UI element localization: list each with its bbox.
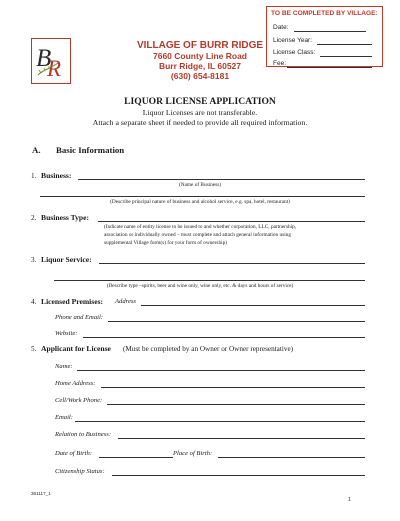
liquor-service-number: 3. [31, 256, 37, 264]
business-type-hint-2: association or individually owned – must complete and attach general information using [104, 232, 291, 238]
business-description-hint: (Describe principal nature of business and alcohol service, e.g. spa, hotel, restaurant) [110, 199, 290, 205]
liquor-service-hint: (Describe type –spirits, beer and wine only, wine only, etc. & days and hours of service) [106, 283, 294, 289]
liquor-service-line[interactable] [99, 263, 365, 264]
village-name: VILLAGE OF BURR RIDGE [136, 40, 264, 51]
business-type-label: Business Type: [41, 213, 90, 222]
liquor-service-label: Liquor Service: [41, 255, 92, 264]
applicant-cell-phone-label: Cell/Work Phone: [55, 397, 103, 404]
business-type-hint-1: (Indicate name of entity license to be issued to and whether corporation, LLC, partnership, [104, 224, 297, 230]
village-box-heading: TO BE COMPLETED BY VILLAGE: [271, 10, 378, 17]
applicant-relation-label: Relation to Business: [55, 431, 112, 438]
premises-label: Licensed Premises: [41, 297, 104, 306]
premises-website-line[interactable] [83, 337, 365, 338]
svg-text:B: B [36, 45, 52, 72]
village-fee-label: Fee: [273, 60, 287, 67]
business-description-line[interactable] [40, 196, 365, 197]
page-number: 1 [348, 497, 351, 503]
business-name-line[interactable] [78, 179, 365, 180]
applicant-label: Applicant for License [41, 344, 111, 353]
applicant-cell-phone-line[interactable] [107, 404, 365, 405]
applicant-number: 5. [31, 345, 37, 353]
applicant-name-line[interactable] [77, 370, 365, 371]
premises-website-label: Website: [55, 330, 78, 337]
applicant-name-label: Name: [55, 363, 73, 370]
applicant-citizenship-line[interactable] [112, 475, 365, 476]
village-date-line[interactable] [294, 31, 366, 32]
applicant-note: (Must be completed by an Owner or Owner representative) [123, 345, 294, 353]
business-type-hint-3: supplemental Village form(s) for your form of ownership) [104, 240, 227, 246]
business-label: Business: [41, 171, 72, 180]
section-title: Basic Information [56, 145, 125, 155]
business-number: 1. [31, 172, 37, 180]
applicant-dob-line[interactable] [99, 457, 173, 458]
applicant-citizenship-label: Citizenship Status: [55, 468, 105, 475]
applicant-email-label: Email: [55, 414, 73, 421]
premises-number: 4. [31, 298, 37, 306]
premises-phone-email-line[interactable] [108, 321, 365, 322]
applicant-pob-line[interactable] [218, 457, 365, 458]
page-title: LIQUOR LICENSE APPLICATION [124, 96, 276, 107]
village-phone: (630) 654-8181 [170, 71, 230, 81]
business-type-line[interactable] [98, 221, 365, 222]
village-date-label: Date: [273, 24, 289, 31]
liquor-service-line-2[interactable] [54, 280, 365, 281]
premises-phone-email-label: Phone and Email: [55, 314, 103, 321]
applicant-email-line[interactable] [75, 421, 365, 422]
subtitle-not-transferable: Liquor Licenses are not transferable. [142, 108, 258, 117]
form-code: 361117_1 [31, 491, 51, 496]
premises-address-label: Address [115, 298, 137, 305]
section-letter: A. [32, 145, 41, 155]
applicant-pob-label: Place of Birth: [173, 450, 213, 457]
business-type-number: 2. [31, 214, 37, 222]
subtitle-attach-sheet: Attach a separate sheet if needed to provide all required information. [92, 118, 308, 127]
village-street: 7660 County Line Road [153, 51, 247, 61]
village-license-year-label: License Year: [273, 37, 313, 44]
applicant-home-address-label: Home Address: [55, 380, 96, 387]
applicant-relation-line[interactable] [118, 438, 365, 439]
village-city: Burr Ridge, IL 60527 [158, 61, 242, 71]
business-name-hint: (Name of Business) [178, 182, 222, 188]
village-license-class-label: License Class: [273, 49, 316, 56]
applicant-home-address-line[interactable] [101, 387, 365, 388]
svg-text:R: R [47, 56, 62, 81]
premises-address-line[interactable] [141, 305, 365, 306]
applicant-dob-label: Date of Birth: [55, 450, 92, 457]
